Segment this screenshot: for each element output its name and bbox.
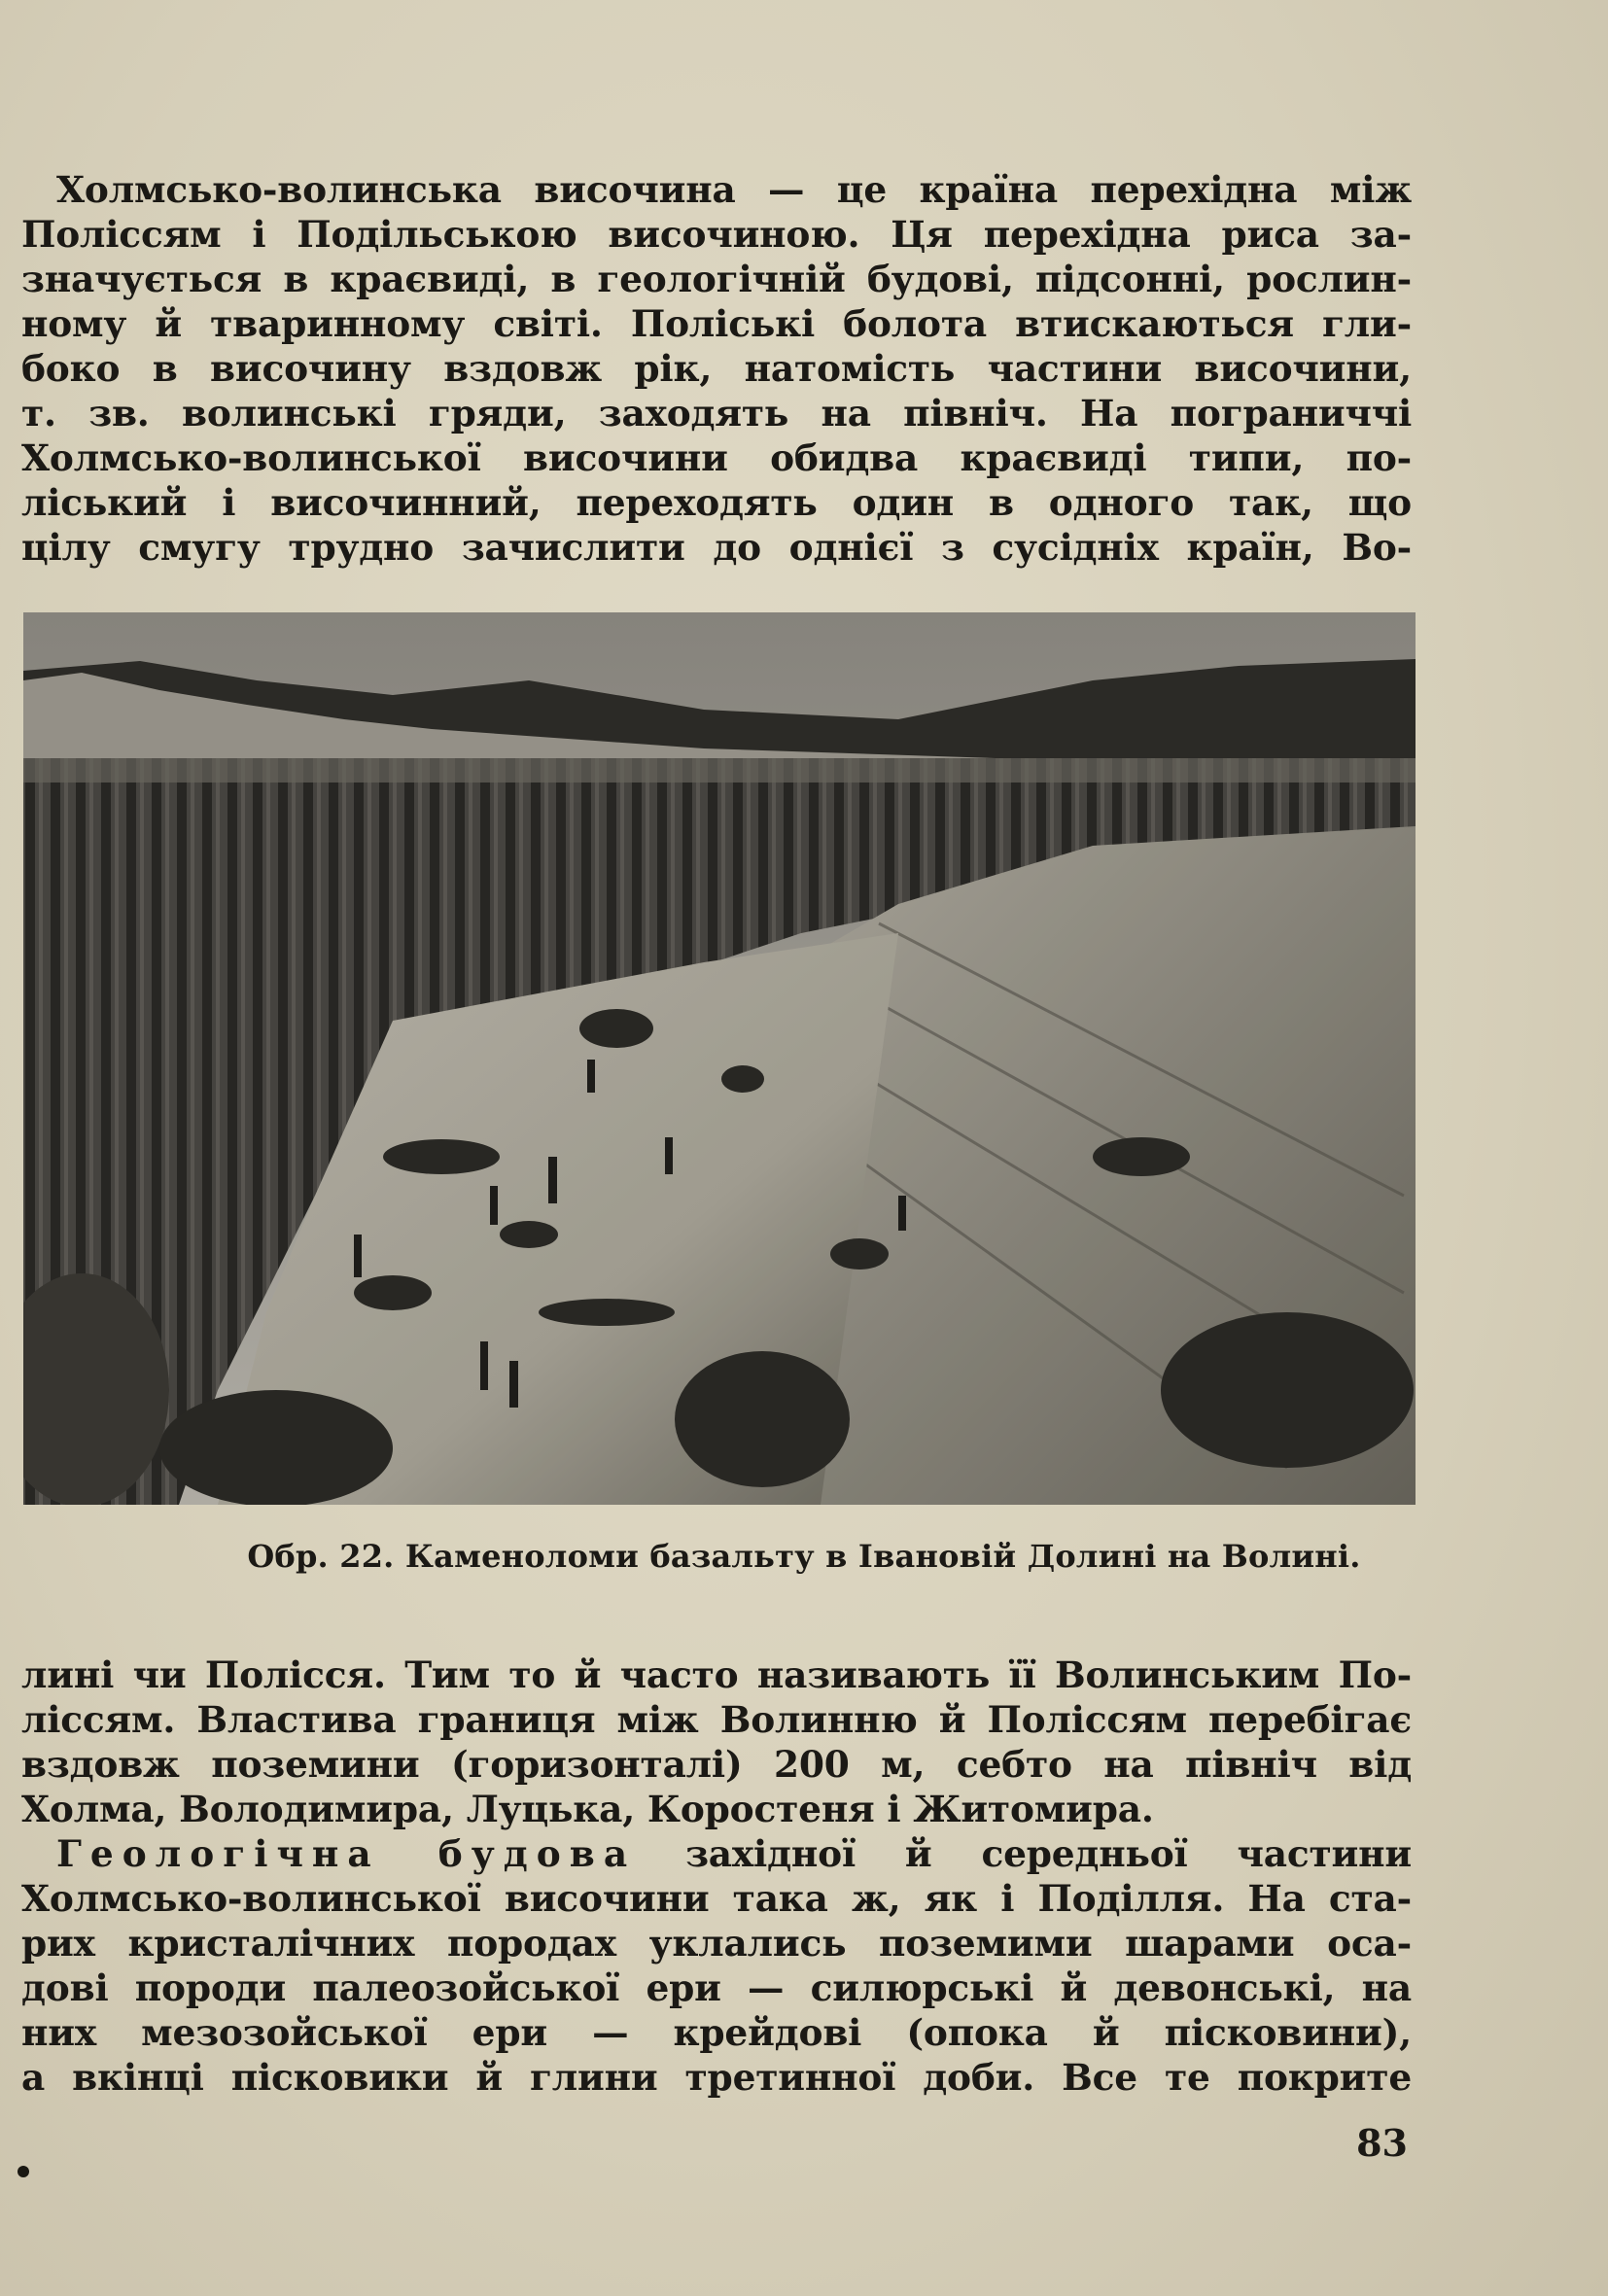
geology-heading: Геологічна будова [56,1832,637,1875]
p1-line: Поліссям і Подільською височиною. Ця перехідна риса за- [21,213,1412,256]
page-number: 83 [1356,2121,1408,2165]
paragraph-3 [21,1831,1412,2100]
p2-line: вздовж поземини (горизонталі) 200 м, себто на північ від [21,1743,1412,1786]
p1-line: боко в височину вздовж рік, натомість частини височини, [21,347,1412,390]
paragraph-1 [21,167,1412,570]
paragraph-3-first-line [21,1831,1412,1876]
p1-line: т. зв. волинські гряди, заходять на північ. На пограниччі [21,392,1412,435]
p1-line: цілу смугу трудно зачислити до однієї з сусідніх країн, Во- [21,526,1412,569]
p1-line: Холмсько-волинської височини обидва краєвиді типи, по- [21,436,1412,479]
p3-line: дові породи палеозойської ери — силюрські й девонські, на [21,1966,1412,2009]
p2-line: лині чи Полісся. Тим то й часто називають її Волинським По- [21,1653,1412,1696]
p2-line: ліссям. Властива границя між Волинню й Поліссям перебігає [21,1698,1412,1741]
quarry-photo-image [23,612,1416,1505]
p1-line: значується в краєвиді, в геологічній будові, підсонні, рослин- [21,258,1412,300]
paragraph-2 [21,1652,1412,1831]
p1-line: ліський і височинний, переходять один в одного так, що [21,481,1412,524]
ink-dot [17,2166,29,2177]
p3-line: Холмсько-волинської височини така ж, як і Поділля. На ста- [21,1877,1412,1920]
p1-line: Холмсько-волинська височина — це країна перехідна між [56,168,1412,211]
p3-line: а вкінці пісковики й глини третинної доби. Все те покрите [21,2056,1412,2099]
p2-line: Холма, Володимира, Луцька, Коростеня і Житомира. [21,1788,1154,1830]
p3-line: рих кристалічних породах уклались поземими шарами оса- [21,1922,1412,1965]
figure-caption: Обр. 22. Каменоломи базальту в Івановій Долині на Волині. [247,1538,1361,1575]
p1-line: ному й тваринному світі. Поліські болота втискаються гли- [21,302,1412,345]
quarry-photo [23,612,1416,1505]
p3-line: них мезозойської ери — крейдові (опока й пісковини), [21,2011,1412,2054]
paragraph-3-first-rest: західної й середньої частини [685,1832,1412,1875]
